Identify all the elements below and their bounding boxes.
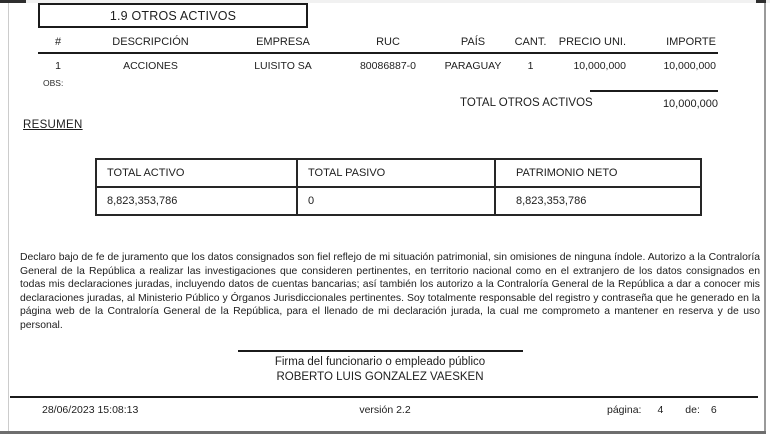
col-header-importe: IMPORTE [666,36,716,48]
row-ruc: 80086887-0 [359,60,417,72]
declaration-text: Declaro bajo de fe de juramento que los datos consignados son fiel reflejo de mi situación patrimonial, sin omisiones de ninguna índole. Autorizo a la Contraloría General de la República a realizar las investigaciones que consideren pertinentes, en territorio nacional como en el extranjero de los datos consignados en todas mis declaraciones juradas, incluyendo datos de cuentas bancarias; así también los autorizo a la Contraloría General de la República a dar a conocer mis declaraciones juradas, al Ministerio Público y Órganos Jurisdiccionales pertinentes. Soy totalmente responsable del registro y contraseña que he generado en la página web de la Contraloría General de la República, para el llenado de mi declaración jurada, la cual me comprometo a mantener en reserva y de uso personal. [20,252,760,331]
otros-activos-table [38,36,718,72]
resumen-values-row [97,188,700,214]
signature-name: ROBERTO LUIS GONZALEZ VAESKEN [276,371,484,383]
of-label: de: [685,404,700,416]
row-pais: PARAGUAY [444,60,502,72]
col-header-empresa: EMPRESA [256,36,310,48]
table-row [38,54,718,72]
row-num: 1 [55,60,61,72]
table-header-row [38,36,718,54]
resumen-header-row [97,160,700,188]
total-rule [590,90,718,92]
col-header-descripcion: DESCRIPCIÓN [112,36,189,48]
section-title: 1.9 OTROS ACTIVOS [109,8,237,23]
row-descripcion: ACCIONES [123,60,178,72]
obs-label: OBS: [43,78,64,88]
page-frame-right [764,3,766,431]
col-header-total-pasivo: TOTAL PASIVO [298,160,496,188]
page-label: página: [607,404,642,416]
patrimonio-neto-value: 8,823,353,786 [516,195,587,207]
col-header-patrimonio-neto: PATRIMONIO NETO [496,160,700,188]
section-title-box [38,3,308,28]
col-header-ruc: RUC [376,36,400,48]
footer-rule [10,396,758,398]
page-number: 4 [657,404,664,416]
signature-caption: Firma del funcionario o empleado público [274,356,486,368]
signature-line [238,350,523,352]
col-header-num: # [54,36,62,48]
resumen-heading: RESUMEN [23,119,83,131]
col-header-precio-uni: PRECIO UNI. [558,36,626,48]
footer-datetime: 28/06/2023 15:08:13 [42,404,139,416]
footer-version: versión 2.2 [359,404,411,416]
footer-page-indicator [607,404,717,416]
total-pasivo-value: 0 [298,188,496,214]
row-empresa: LUISITO SA [254,60,312,72]
total-otros-activos-label: TOTAL OTROS ACTIVOS [460,97,593,109]
resumen-table [95,158,702,216]
total-activo-value: 8,823,353,786 [97,188,298,214]
page-frame-bottom [0,431,766,434]
col-header-total-activo: TOTAL ACTIVO [97,160,298,188]
row-precio-uni: 10,000,000 [573,60,626,72]
page-frame-left [8,3,9,431]
page-frame-top-left-segment [0,0,26,3]
row-importe: 10,000,000 [663,60,716,72]
row-cant: 1 [527,60,534,72]
col-header-cant: CANT. [514,36,547,48]
col-header-pais: PAÍS [460,36,486,48]
total-otros-activos-value: 10,000,000 [662,98,718,110]
signature-block [205,350,555,383]
total-pages: 6 [710,404,717,416]
